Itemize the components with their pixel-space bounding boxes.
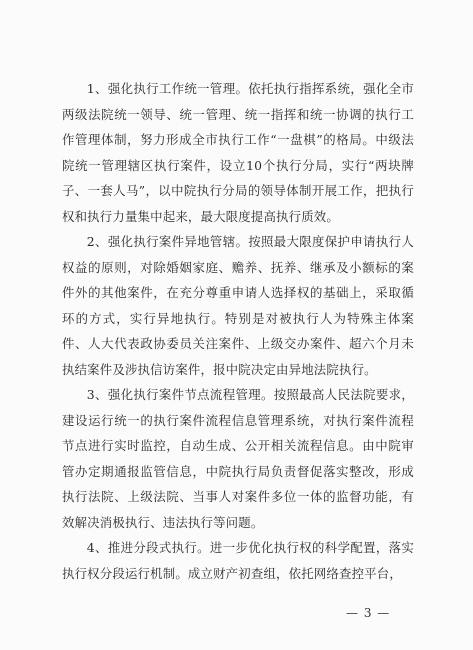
- paragraph-1: 1、强化执行工作统一管理。依托执行指挥系统，强化全市两级法院统一领导、统一管理、统一指挥和统一协调的执行工作管理体制，努力形成全市执行工作“一盘棋”的格局。中级法院统一管理辖区执行案件，设立10个执行分局，实行“两块牌子、一套人马”，以中院执行分局的领导体制开展工作，把执行权和执行力量集中起来，最大限度提高执行质效。: [62, 81, 414, 224]
- paragraph-4: 4、推进分段式执行。进一步优化执行权的科学配置，落实执行权分段运行机制。成立财产初查组，依托网络查控平台，: [62, 540, 414, 581]
- paragraph-3: 3、强化执行案件节点流程管理。按照最高人民法院要求，建设运行统一的执行案件流程信息管理系统，对执行案件流程节点进行实时监控，自动生成、公开相关流程信息。由中院审管办定期通报监管信息，中院执行局负责督促落实整改，形成执行法院、上级法院、当事人对案件多位一体的监督功能，有效解决消极执行、违法执行等问题。: [62, 387, 414, 530]
- paragraph-2: 2、强化执行案件异地管辖。按照最大限度保护申请执行人权益的原则，对除婚姻家庭、赡养、抚养、继承及小额标的案件外的其他案件，在充分尊重申请人选择权的基础上，采取循环的方式，实行异地执行。特别是对被执行人为特殊主体案件、人大代表政协委员关注案件、上级交办案件、超六个月未执结案件及涉执信访案件，报中院决定由异地法院执行。: [62, 234, 414, 377]
- document-body: [62, 76, 414, 586]
- page-number: — 3 —: [346, 606, 391, 620]
